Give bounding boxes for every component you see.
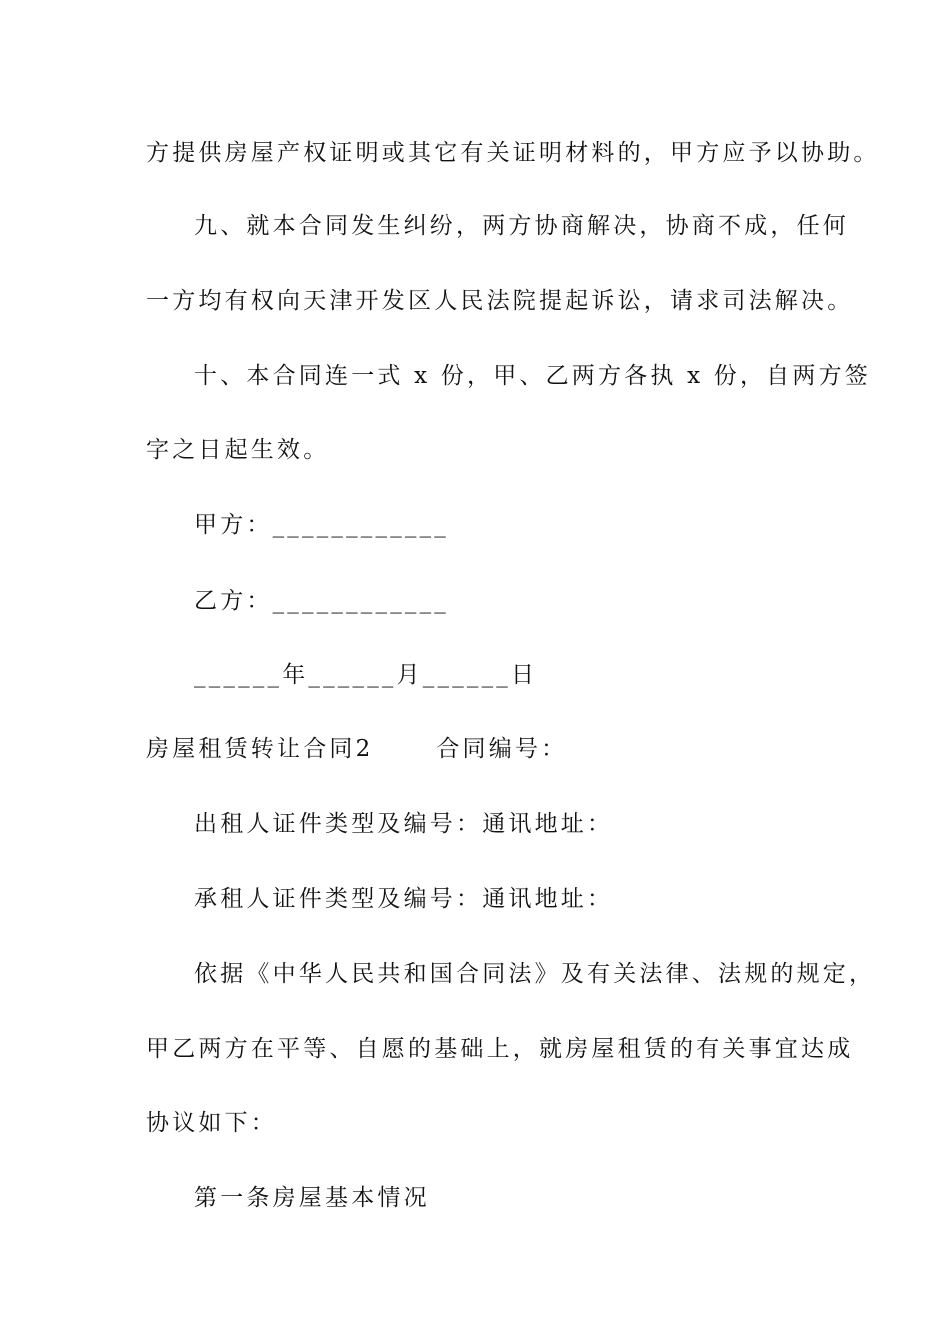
signature-line-party-a: 甲方：____________ xyxy=(194,512,449,538)
date-line: ______年______月______日 xyxy=(194,662,538,688)
text-line: 承租人证件类型及编号：通讯地址： xyxy=(194,886,614,912)
text-line: 甲乙两方在平等、自愿的基础上，就房屋租赁的有关事宜达成 xyxy=(146,1036,854,1062)
text-line: 方提供房屋产权证明或其它有关证明材料的，甲方应予以协助。 xyxy=(146,140,880,166)
text-line: 九、就本合同发生纠纷，两方协商解决，协商不成，任何 xyxy=(194,213,849,239)
clause-heading: 第一条房屋基本情况 xyxy=(194,1185,430,1211)
text-line: 字之日起生效。 xyxy=(146,437,330,463)
signature-line-party-b: 乙方：____________ xyxy=(194,588,449,614)
text-line: 一方均有权向天津开发区人民法院提起诉讼，请求司法解决。 xyxy=(146,288,854,314)
section-title: 房屋租赁转让合同2 合同编号： xyxy=(146,736,568,762)
text-line: 协议如下： xyxy=(146,1110,277,1136)
text-line: 十、本合同连一式 x 份，甲、乙两方各执 x 份，自两方签 xyxy=(194,363,871,389)
text-line: 依据《中华人民共和国合同法》及有关法律、法规的规定， xyxy=(194,961,876,987)
text-line: 出租人证件类型及编号：通讯地址： xyxy=(194,811,614,837)
